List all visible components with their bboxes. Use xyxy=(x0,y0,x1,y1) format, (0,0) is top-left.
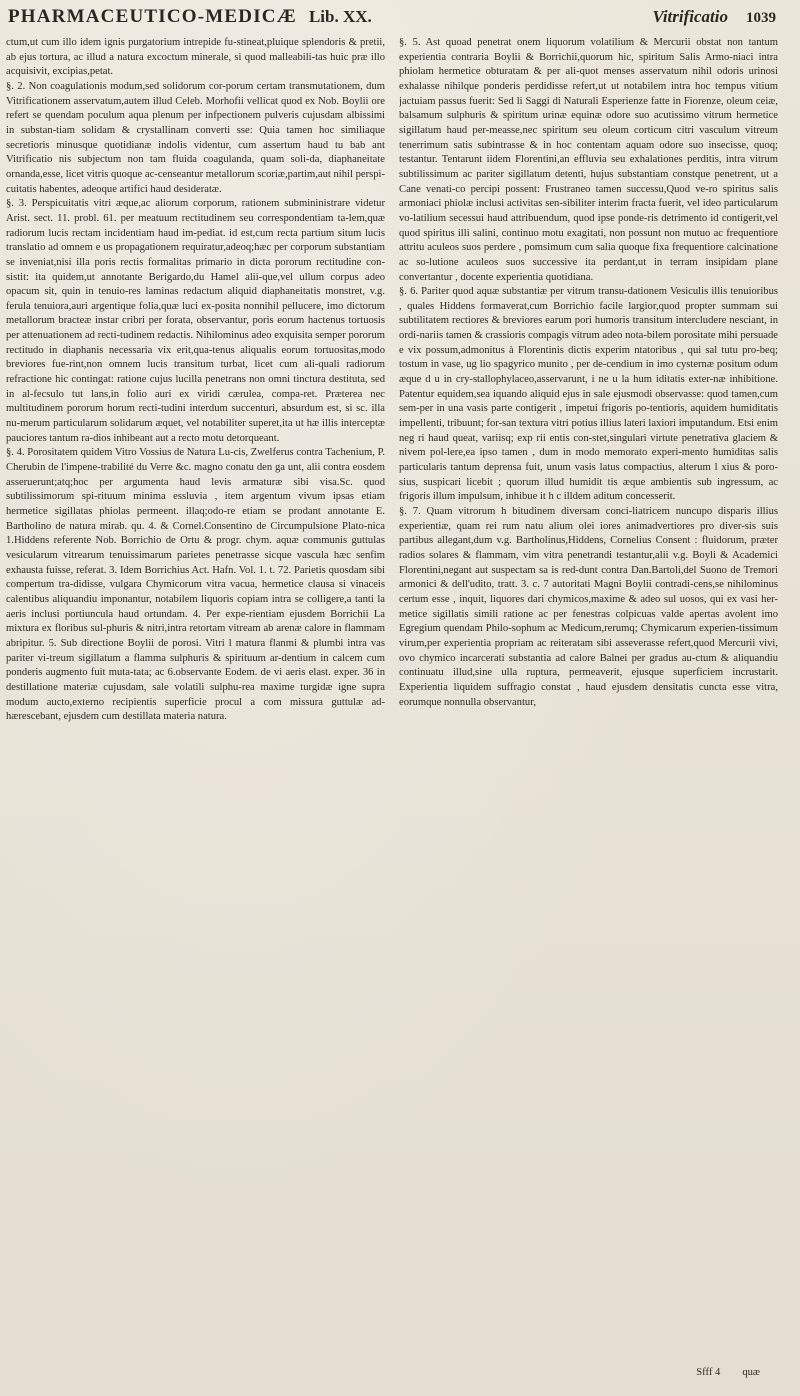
running-head-left xyxy=(8,6,372,28)
signature-mark: Sfff 4 xyxy=(696,1367,721,1378)
running-head-book: Lib. XX. xyxy=(308,7,372,26)
paragraph: §. 7. Quam vitrorum h bitudinem diversam conci-liatricem nuncupo disparis illius experientiæ, quam rei rum natu alium olei iores animadvertiores pro diver-sis suis partibus allegant,dum v.g. Bartholinus,Hiddens, Cornelius Consent : fluidorum, præter radios solares & flammam, vim vitra penetrandi testantur,alii v.g. Boyli & Academici Florentini,negant aut suspectam sa is red-dunt contra Dan.Bartoli,del Suono de Tremori armonici & dell'udito, tratt. 3. c. 7 autoritati Magni Boylii contradi-cens,se nihilominus certum esse , inquit, liquores dari chymicos,maxime & adeo sul uosos, qui ex vasi her-metice sigillatis simili ratione ac per fenestras colpicuas valde apertas avolent imo Egregium quendam Philo-sophum ac Medicum,rerumq; Chymicarum experien-tissimum virum,per experientia propriam ac reiteratam sibi asseverasse refert,quod Mercurii vivi, ovo chymico incarcerati substantia ad calore Balnei per gradus au-ctum & aliquandiu continuatu illud,sine ulla ruptura, permeaverit, ejusque superficiem incrustarit. Experientia liquidem suffragio constat , haud ejusdem densitatis cuncta esse vitra, eorumque nonnulla observantur, xyxy=(399,506,778,708)
running-head xyxy=(6,6,778,36)
paragraph: §. 4. Porositatem quidem Vitro Vossius de Natura Lu-cis, Zwelferus contra Tachenium, P. Cherubin de l'impene-trabilité du Verre &c. magno conatu den ga unt, alii contra eosdem asseruerunt;atq;hoc per argumenta haud levis armaturæ sibi visa.Sc. quod subtilissimorum spi-rituum minima essluvia , item argentum vivum ipsas etiam hermetice sigillatas phiolas permeent. illaq;odo-re etiam se prodant annotante E. Bartholino de natura mirab. qu. 4. & Cornel.Consentino de Circumpulsione Plato-nica 1.Hiddens referente Nob. Borrichio de Ortu & progr. chym. aquæ communis guttulas vesicularum vitrearum tenuissimarum parietes penetrasse sicque vascula hæc senfim exhausta fuisse, referat. 3. Idem Borrichius Act. Hafn. Vol. 1. t. 72. Parietis quosdam sibi compertum tra-didisse, vulgara Chymicorum vitra vacua, hermetice clausa si vinaceis calentibus aliquandiu imponantur, notabilem liquoris copiam intra se colligere,a tanti la aeris inclusi portiuncula haud ortundam. 4. Per expe-rientiam ejusdem Borrichii La mixtura ex floribus sul-phuris & nitri,intra retortam vitream ab arenæ calore in flammam abripitur. 5. Sub directione Boylii de porosi. Vitri l matura flanmi & plumbi intra vas pariter vi-treum sigillatum a flamma sulphuris & spirituum ar-dentium in calcem cum ponderis augmento fuit muta-tata; ac 6.observante Eodem. de vi aeris elast. exper. 36 in destillatione materiæ cujusdam, sale volatili sulphu-rea maxime turgidæ igne supra modum aucto,externo recipientis superficie procul a com missura guttulæ ad-hærescebant, ejusdem cum destillata materia natura. xyxy=(6,447,385,723)
running-head-title: PHARMACEUTICO-MEDICÆ xyxy=(8,6,297,27)
text-columns xyxy=(6,36,778,1366)
page-number: 1039 xyxy=(746,10,776,26)
running-head-right xyxy=(652,7,776,27)
catchword: quæ xyxy=(742,1367,760,1378)
catchline xyxy=(696,1367,760,1378)
paragraph: §. 2. Non coagulationis modum,sed solidorum cor-porum certam transmutationem, dum Vitrificationem asservatum,autem illud Celeb. Morhofii vellicat quod ex Nob. Boylii ore refert se quendam poculum aqua plenum per infpectionem pulveris cujusdam albissimi in substan-tiam solidam & crystallinam converti sse: Quia tamen hoc similiaque secretioris minusque quotidianæ indolis videntur, cum assertum haud tu bab ant Vitrificatio nis subjectum non tam fluida coagulanda, quam soli-da, diaphaneitate ornanda,esse, licet vitris quoque ac-censeantur metallorum scoriæ,partim,aut nihil perspi-cuitatis habentes, adeoque artifici haud desideratæ. xyxy=(6,80,385,195)
paragraph: §. 6. Pariter quod aquæ substantiæ per vitrum transu-dationem Vesiculis illis tenuioribus , quales Hiddens formaverat,cum Borrichio facile largior,quod propter summam sui subtilitatem rectiores & breviores earum pori humoris transitum intercludere nesciant, in ordi-nariis tamen & crassioris compagis vitrum adeo nota-bilem porositate mihi persuade e vix possum,admonitus à Florentinis dictis experim ntatoribus , qui sal tutu pro-beq; tostum in vase, ug lio spagyrico munito , per de-cendium in imo cysternæ positum odum æque d u in cry-stallophylaceo,asservarunt, i ne u la hum iditatis exter-næ inhibitione. Patentur equidem,sea iquando aliquid ejus in sale ejusmodi observasse: quod tamen,cum sem-per in una vasis parte contigerit , impetui frigoris po-tentioris, aquidem humiditatis impellenti, tribuunt; for-san textura vitri potius illius lateri laxiori imputandum. Etsi enim neg ri haud queat, variisq; exp rii entis con-stet,singulari virtute penetrativa glaciem & nivem pol-lere,ea ipso tamen , dum in modo memorato experi-mento humiditas salis particularis tantum deprensa fuit, unum vasis latus compactius, alterum l xius & poro-sius, suspicari licebit ; quorum illud humidit tis æque ambientis sub ingressum, ac frigoris illum impulsum, inhibue it h c illdem aditum concesserit. xyxy=(399,286,778,503)
running-head-section: Vitrificatio xyxy=(652,7,728,26)
left-column xyxy=(6,36,385,1366)
paragraph: §. 5. Ast quoad penetrat onem liquorum volatilium & Mercurii obstat non tantum experientia contraria Boylii & Borrichii,quorum hic, spiritum Salis Armo-niaci intra phiolam hermetice obturatam & per ali-quot menses asservatum nihil odoris urinosi exhalasse nihilque ponderis perdidisse refert,ut ut notabilem intra hoc tempus vitium jactuiam passus fuerit: Sed li Saggi di Naturali Esperienze fatte in Fiorenze, oleum ceiæ, balsamum sulphuris & spiritum urinæ equinæ odore suo acutissimo vitrum hermetice sigillatum haud per-measse,nec spiritum seu oleum corticum citri vasculum vitreum tenerrimum satis subintrasse & in hoc contentam aquam odore suo insecisse, quoq; testantur. Tentarunt iidem Florentini,an effluvia seu exhalationes perditis, intra vitrum subtilissimum ac pariter sigillatum detenti, hujus substantiam constque penetrent, ut a Cane venati-co percipi possent: Frustraneo tamen successu,Quod ve-ro spiritus salis armoniaci phiolæ inclusi activitas sen-sibiliter interim fracta fuerit, vel ideo particularum vo-latilium secessui haud attribuendum, quod ipse ponde-ris detrimento id contigerit,vel quod spiritus illi salini, continuo motu exagitati, non possunt non mutuo ac frequentiore attritu aculeos suos perdere , pomsimum cum salia quoque fixa frequentiore calcinatione ac so-lutione aculeos suos successive ita perdant,ut in terram insipidam plane convertantur , docente experientia quotidiana. xyxy=(399,37,778,283)
paragraph: ctum,ut cum illo idem ignis purgatorium intrepide fu-stineat,pluique splendoris & pretii, ab ejus tortura, ac illud a natura excoctum minerale, si quod malleabili-tas huic præ illo acquisivit, excipias,petat. xyxy=(6,37,385,78)
paragraph: §. 3. Perspicuitatis vitri æque,ac aliorum corporum, rationem submininistrare videtur Arist. sect. 11. probl. 61. per meatuum rectitudinem seu correspondentiam ta-lem,quæ radiorum lucis rectam incidentiam haud im-pediat. id est,cum recta partium situm lucis translatio ad omnem e us propagationem requiratur,adeoq;hæc per corporum substantiam se inveniat,nisi illa poris rectis formalitas primario in dicta pororum rectitudine con-sistit: ita quidem,ut annotante Berigardo,du Hamel alii-que,vel ullum corpus adeo opacum sit, quin in tenuio-res laminas redactum aliquid diaphaneitatis monstret, v.g. ferula tenuiora,auri argentique folia,quæ luci ex-posita nonnihil pellucere, imo dictorum metallorum bracteæ instar cribri per forata, observantur, poris eorum hactenus tortuosis per attenuationem ad recti-tudinem redactis. Nihilominus adeo exquisita semper pororum rectitudo in diaphanis necessaria vix erit,qua-tenus aliqualis eorum tortuositas,modo breviores fue-rint,non omnem lucis transitum turbat, licet cum ali-quali radiorum refractione hic contingat: ratione cujus lucilla penetrans non omni tinctura destituta, sed in al-fecsulo tut lans,in folio auri ex viridi cærulea, compa-ret. Præterea nec multitudinem pororum horum recti-tudini interdum succenturi, absurdum est, si sc. illa nu-merum particularum solidarum æquet, vel notabiliter superet,ita ut hæ illis interceptæ pauciores tantum ra-dios inhibeant aut a recto motu detorqueant. xyxy=(6,198,385,444)
right-column xyxy=(399,36,778,1366)
